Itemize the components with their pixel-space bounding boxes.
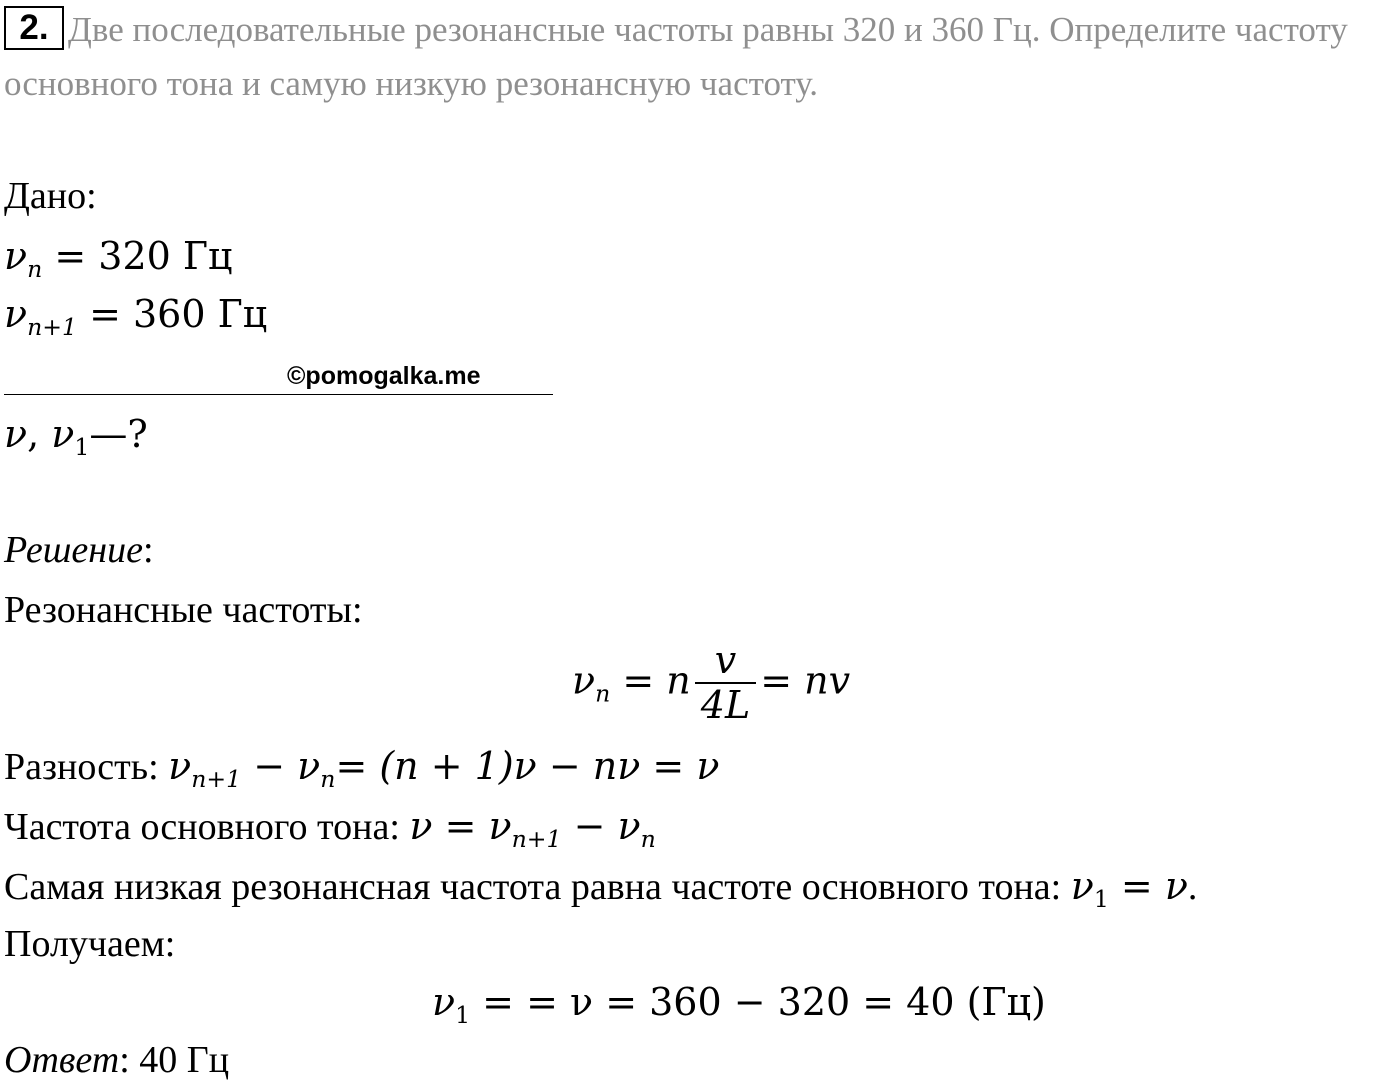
fraction bbox=[695, 640, 756, 727]
nu-symbol: ν bbox=[432, 980, 456, 1024]
nu-symbol: ν bbox=[4, 292, 28, 336]
difference-line bbox=[4, 744, 720, 794]
watermark: ©pomogalka.me bbox=[287, 362, 481, 390]
given-v-n1 bbox=[4, 292, 268, 342]
nu-symbol: ν bbox=[297, 744, 321, 788]
get-label: Получаем: bbox=[4, 923, 176, 965]
find-mark: —? bbox=[89, 412, 148, 456]
subscript-n: n bbox=[320, 765, 336, 794]
nu-symbol: ν bbox=[409, 804, 433, 848]
final-formula bbox=[432, 980, 1046, 1030]
nu-symbol: ν bbox=[617, 804, 641, 848]
nu-symbol: ν bbox=[1070, 864, 1094, 908]
nu-symbol: ν bbox=[168, 744, 192, 788]
nu-symbol: ν bbox=[488, 804, 512, 848]
subscript-n: n bbox=[640, 825, 656, 854]
problem-text-line-1: Две последовательные резонансные частоты равны 320 и 360 Гц. Определите частоту bbox=[68, 10, 1348, 49]
subscript-n: n bbox=[595, 679, 611, 708]
fraction-denominator: 4L bbox=[695, 682, 756, 728]
nu-symbol: ν bbox=[4, 412, 28, 456]
fundamental-label: Частота основного тона: bbox=[4, 806, 410, 848]
value-360: 360 Гц bbox=[133, 292, 268, 336]
formula-tail: = nv bbox=[760, 658, 851, 703]
fundamental-line bbox=[4, 804, 656, 854]
value-320: 320 Гц bbox=[98, 234, 233, 278]
lowest-line bbox=[4, 864, 1198, 914]
nu-symbol: ν bbox=[1164, 864, 1188, 908]
formula-resonant bbox=[572, 640, 850, 727]
subscript-n: n bbox=[27, 255, 43, 284]
nu-symbol: ν bbox=[51, 412, 75, 456]
subscript-n-plus-1: n+1 bbox=[191, 765, 242, 794]
given-divider bbox=[4, 394, 553, 395]
nu-symbol: ν bbox=[572, 658, 596, 703]
given-v-n bbox=[4, 234, 233, 284]
subscript-1: 1 bbox=[74, 433, 90, 462]
lowest-label: Самая низкая резонансная частота равна частоте основного тона: bbox=[4, 866, 1071, 908]
period: . bbox=[1187, 866, 1198, 908]
equals: = bbox=[432, 804, 489, 848]
final-expression: = ν = 360 − 320 = 40 (Гц) bbox=[526, 980, 1046, 1024]
equals: = bbox=[1108, 864, 1165, 908]
difference-expression: = (n + 1)ν − nν = ν bbox=[335, 744, 720, 788]
subscript-n-plus-1: n+1 bbox=[511, 825, 562, 854]
problem-number: 2. bbox=[4, 6, 64, 50]
minus: − bbox=[241, 744, 298, 788]
resonant-label: Резонансные частоты: bbox=[4, 589, 363, 631]
solution-heading bbox=[4, 528, 154, 572]
equals: = bbox=[77, 292, 133, 336]
subscript-1: 1 bbox=[1093, 885, 1109, 914]
subscript-1: 1 bbox=[455, 1001, 471, 1030]
equals: = bbox=[42, 234, 99, 278]
answer-line bbox=[4, 1038, 229, 1082]
given-heading: Дано: bbox=[4, 175, 97, 217]
n-factor: n bbox=[666, 658, 691, 703]
difference-label: Разность: bbox=[4, 746, 169, 788]
solution-colon: : bbox=[142, 529, 154, 571]
answer-label: Ответ bbox=[4, 1039, 120, 1081]
find-line bbox=[4, 412, 148, 462]
solution-heading-label: Решение bbox=[4, 529, 143, 571]
subscript-n-plus-1: n+1 bbox=[27, 313, 77, 342]
equals: = bbox=[470, 980, 527, 1024]
nu-symbol: ν bbox=[4, 234, 28, 278]
equals: = bbox=[610, 658, 667, 703]
comma: , bbox=[27, 412, 52, 456]
problem-text-line-2: основного тона и самую низкую резонансную частоту. bbox=[4, 64, 819, 103]
answer-value: : 40 Гц bbox=[119, 1039, 230, 1081]
minus: − bbox=[561, 804, 618, 848]
fraction-numerator: v bbox=[714, 638, 737, 682]
